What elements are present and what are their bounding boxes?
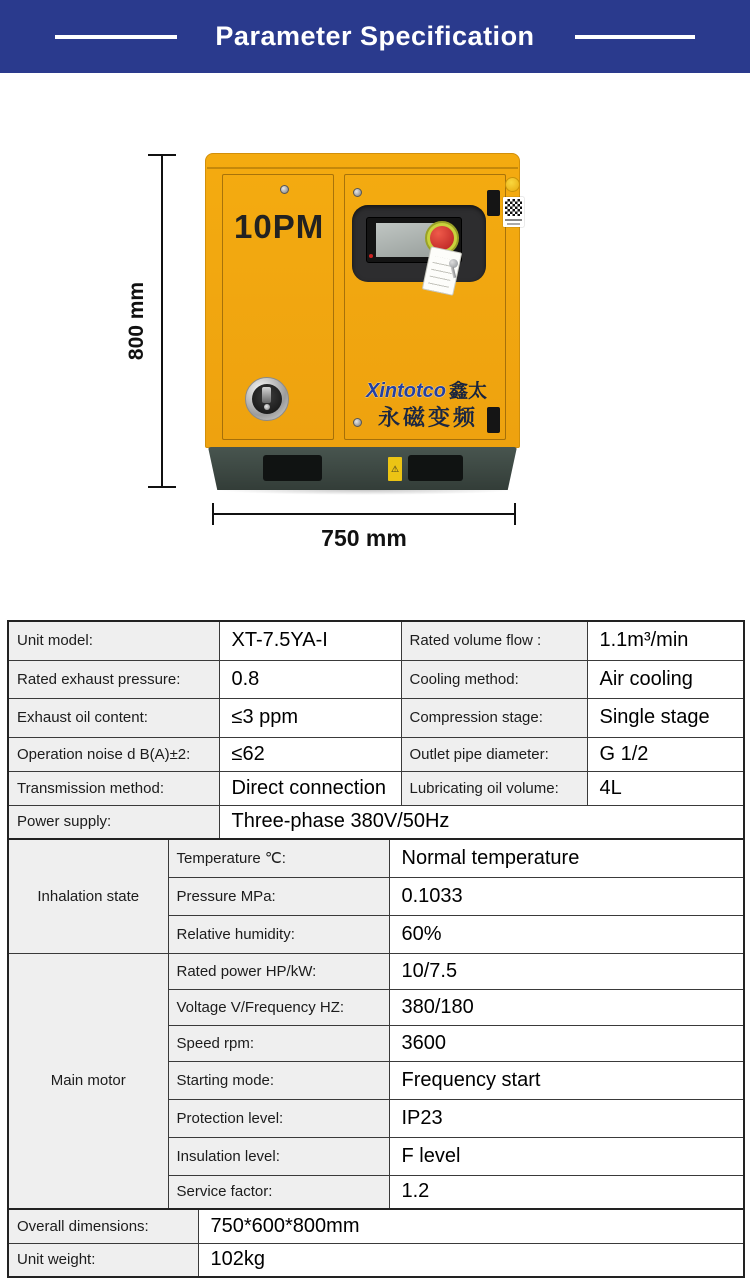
porthole-screw — [264, 404, 270, 410]
product-figure — [0, 73, 750, 618]
spec-label-cell: Rated volume flow : — [401, 621, 587, 660]
fork-slot — [408, 455, 463, 481]
table-row — [8, 621, 744, 660]
spec-value-cell: 10/7.5 — [389, 953, 744, 989]
spec-label-cell: Pressure MPa: — [168, 877, 389, 915]
brand-logo-cn: 鑫太 — [449, 381, 488, 402]
spec-label-cell: Power supply: — [8, 805, 219, 839]
spec-value-cell: ≤3 ppm — [219, 698, 401, 737]
spec-label-cell: Unit weight: — [8, 1243, 198, 1277]
spec-value-cell: F level — [389, 1137, 744, 1175]
spec-value-cell: 0.8 — [219, 660, 401, 698]
table-row — [8, 737, 744, 771]
spec-table-top — [7, 620, 745, 840]
cabinet-base — [208, 447, 517, 490]
spec-value-cell: 380/180 — [389, 989, 744, 1025]
table-row — [8, 805, 744, 839]
qr-sticker-text-line — [505, 219, 522, 221]
spec-label-cell: Unit model: — [8, 621, 219, 660]
spec-label-cell: Relative humidity: — [168, 915, 389, 953]
spec-value-cell: Three-phase 380V/50Hz — [219, 805, 744, 839]
spec-label-cell: Transmission method: — [8, 771, 219, 805]
screw-icon — [353, 418, 362, 427]
spec-table-section — [7, 620, 743, 1278]
width-dimension-line — [213, 513, 515, 515]
spec-value-cell: 1.2 — [389, 1175, 744, 1209]
display-indicator-dot — [369, 254, 373, 258]
spec-label-cell: Insulation level: — [168, 1137, 389, 1175]
spec-label-cell: Service factor: — [168, 1175, 389, 1209]
spec-label-cell: Lubricating oil volume: — [401, 771, 587, 805]
table-row — [8, 839, 744, 877]
screw-icon — [280, 185, 289, 194]
fork-slot — [263, 455, 322, 481]
spec-value-cell: 60% — [389, 915, 744, 953]
spec-label-cell: Overall dimensions: — [8, 1209, 198, 1243]
height-dimension-cap-bottom — [148, 486, 176, 488]
spec-label-cell: Temperature ℃: — [168, 839, 389, 877]
model-number-text: 10PM — [234, 208, 325, 245]
door-hinge — [487, 190, 500, 216]
width-dimension-cap-right — [514, 503, 516, 525]
spec-label-cell: Outlet pipe diameter: — [401, 737, 587, 771]
screw-icon — [353, 188, 362, 197]
table-row — [8, 660, 744, 698]
spec-value-cell: Direct connection — [219, 771, 401, 805]
height-dimension-cap-top — [148, 154, 176, 156]
spec-value-cell: XT-7.5YA-I — [219, 621, 401, 660]
spec-label-cell: Starting mode: — [168, 1061, 389, 1099]
spec-group-cell: Main motor — [8, 953, 168, 1209]
width-dimension-label: 750 mm — [321, 525, 407, 551]
spec-value-cell: IP23 — [389, 1099, 744, 1137]
brand-subtitle-cn: 永磁变频 — [378, 405, 479, 430]
spec-value-cell: G 1/2 — [587, 737, 744, 771]
table-row — [8, 953, 744, 989]
warning-sticker-icon: ⚠ — [388, 457, 402, 481]
spec-table-groups — [7, 838, 745, 1210]
spec-value-cell: Normal temperature — [389, 839, 744, 877]
spec-label-cell: Cooling method: — [401, 660, 587, 698]
spec-value-cell: 3600 — [389, 1025, 744, 1061]
spec-label-cell: Speed rpm: — [168, 1025, 389, 1061]
cabinet-lid-seam — [207, 167, 518, 169]
width-dimension-cap-left — [212, 503, 214, 525]
spec-value-cell: ≤62 — [219, 737, 401, 771]
spec-value-cell: 750*600*800mm — [198, 1209, 744, 1243]
spec-value-cell: 4L — [587, 771, 744, 805]
spec-value-cell: 0.1033 — [389, 877, 744, 915]
table-row — [8, 1243, 744, 1277]
brand-logo — [366, 376, 506, 403]
table-row — [8, 771, 744, 805]
brand-logo-en: Xintotco — [366, 380, 446, 402]
spec-group-cell: Inhalation state — [8, 839, 168, 953]
height-dimension-label: 800 mm — [125, 281, 148, 361]
table-row — [8, 698, 744, 737]
qr-code-icon — [505, 199, 522, 216]
spec-table-bottom — [7, 1208, 745, 1278]
spec-label-cell: Exhaust oil content: — [8, 698, 219, 737]
spec-label-cell: Rated power HP/kW: — [168, 953, 389, 989]
spec-label-cell: Voltage V/Frequency HZ: — [168, 989, 389, 1025]
spec-value-cell: 102kg — [198, 1243, 744, 1277]
spec-value-cell: Frequency start — [389, 1061, 744, 1099]
round-sticker — [505, 177, 520, 192]
spec-value-cell: Air cooling — [587, 660, 744, 698]
spec-label-cell: Compression stage: — [401, 698, 587, 737]
porthole-latch — [262, 387, 271, 403]
spec-label-cell: Rated exhaust pressure: — [8, 660, 219, 698]
table-row — [8, 1209, 744, 1243]
spec-label-cell: Protection level: — [168, 1099, 389, 1137]
page-title: Parameter Specification — [215, 21, 535, 51]
spec-value-cell: 1.1m³/min — [587, 621, 744, 660]
qr-sticker-text-line — [507, 223, 520, 225]
spec-value-cell: Single stage — [587, 698, 744, 737]
header-banner — [0, 0, 750, 73]
height-dimension-line — [161, 155, 163, 488]
spec-label-cell: Operation noise d B(A)±2: — [8, 737, 219, 771]
